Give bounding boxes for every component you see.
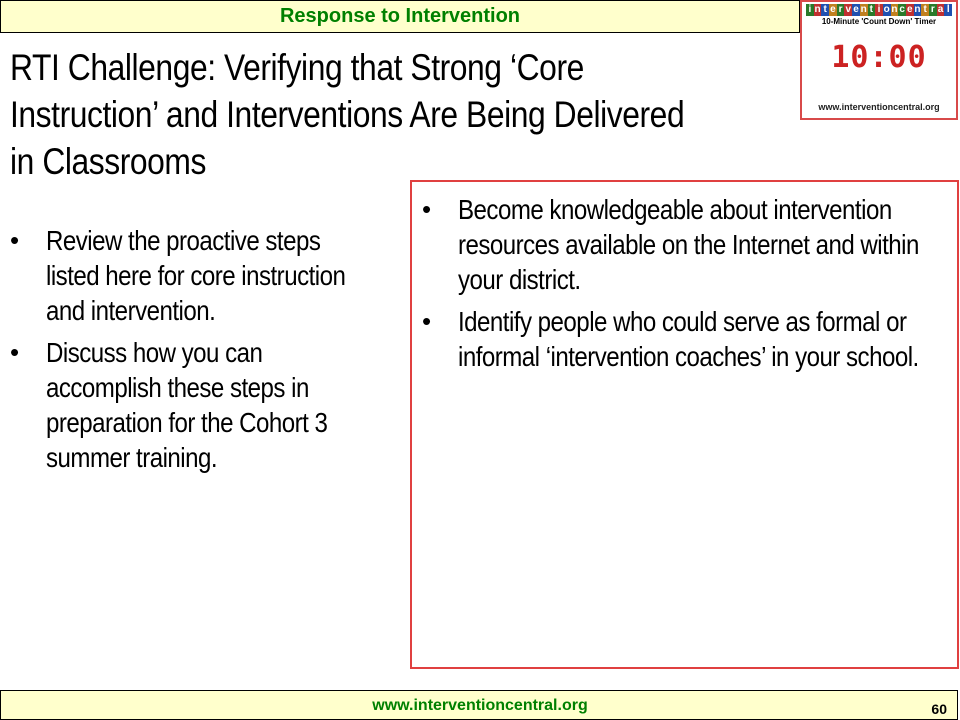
bullet-text: Review the proactive steps listed here for core instruction and intervention. <box>46 225 346 326</box>
countdown-timer-widget[interactable] <box>800 0 958 120</box>
banner-title: Response to Intervention <box>279 5 521 27</box>
brand-letter: i <box>806 4 814 16</box>
footer-url[interactable]: www.interventioncentral.org <box>372 697 588 714</box>
brand-letter: e <box>830 4 836 15</box>
bottom-banner <box>0 690 958 720</box>
brand-letter: t <box>868 4 876 16</box>
brand-letter: n <box>814 4 821 15</box>
slide-title: RTI Challenge: Verifying that Strong ‘Core Instruction’ and Interventions Are Being Delivered in Classrooms <box>10 47 685 182</box>
bullet-icon: • <box>422 194 431 224</box>
brand-letter: e <box>907 4 913 15</box>
brand-letter: i <box>875 4 883 16</box>
brand-letter: n <box>891 4 898 15</box>
timer-url: www.interventioncentral.org <box>818 102 940 112</box>
list-item <box>422 304 952 374</box>
bullet-icon: • <box>10 225 19 255</box>
right-bullet-list <box>422 192 952 381</box>
brand-letter: v <box>845 4 852 15</box>
brand-letter: l <box>944 4 952 16</box>
top-banner <box>0 0 800 33</box>
brand-letter: t <box>921 4 929 16</box>
brand-letter: c <box>899 4 905 15</box>
brand-letter: o <box>883 4 890 15</box>
bullet-icon: • <box>10 337 19 367</box>
bullet-text: Identify people who could serve as formal or informal ‘intervention coaches’ in your school. <box>458 306 919 372</box>
brand-letter: n <box>914 4 921 15</box>
brand-letter: a <box>937 4 944 15</box>
brand-letter: r <box>838 4 843 15</box>
bullet-icon: • <box>422 306 431 336</box>
right-content-box <box>410 180 959 669</box>
bullet-text: Discuss how you can accomplish these steps in preparation for the Cohort 3 summer training. <box>46 337 328 473</box>
page-number: 60 <box>931 701 947 717</box>
bullet-text: Become knowledgeable about intervention resources available on the Internet and within your district. <box>458 194 919 295</box>
list-item <box>10 223 430 328</box>
list-item <box>422 192 952 297</box>
brand-letter: e <box>853 4 859 15</box>
timer-subtitle: 10-Minute 'Count Down' Timer <box>821 17 937 26</box>
brand-letter: t <box>821 4 829 16</box>
brand-letter: r <box>930 4 935 15</box>
timer-display: 10:00 <box>831 40 927 75</box>
list-item <box>10 335 430 475</box>
brand-letter: n <box>860 4 867 15</box>
left-bullet-list <box>10 223 430 482</box>
timer-brand-logo <box>806 4 952 16</box>
